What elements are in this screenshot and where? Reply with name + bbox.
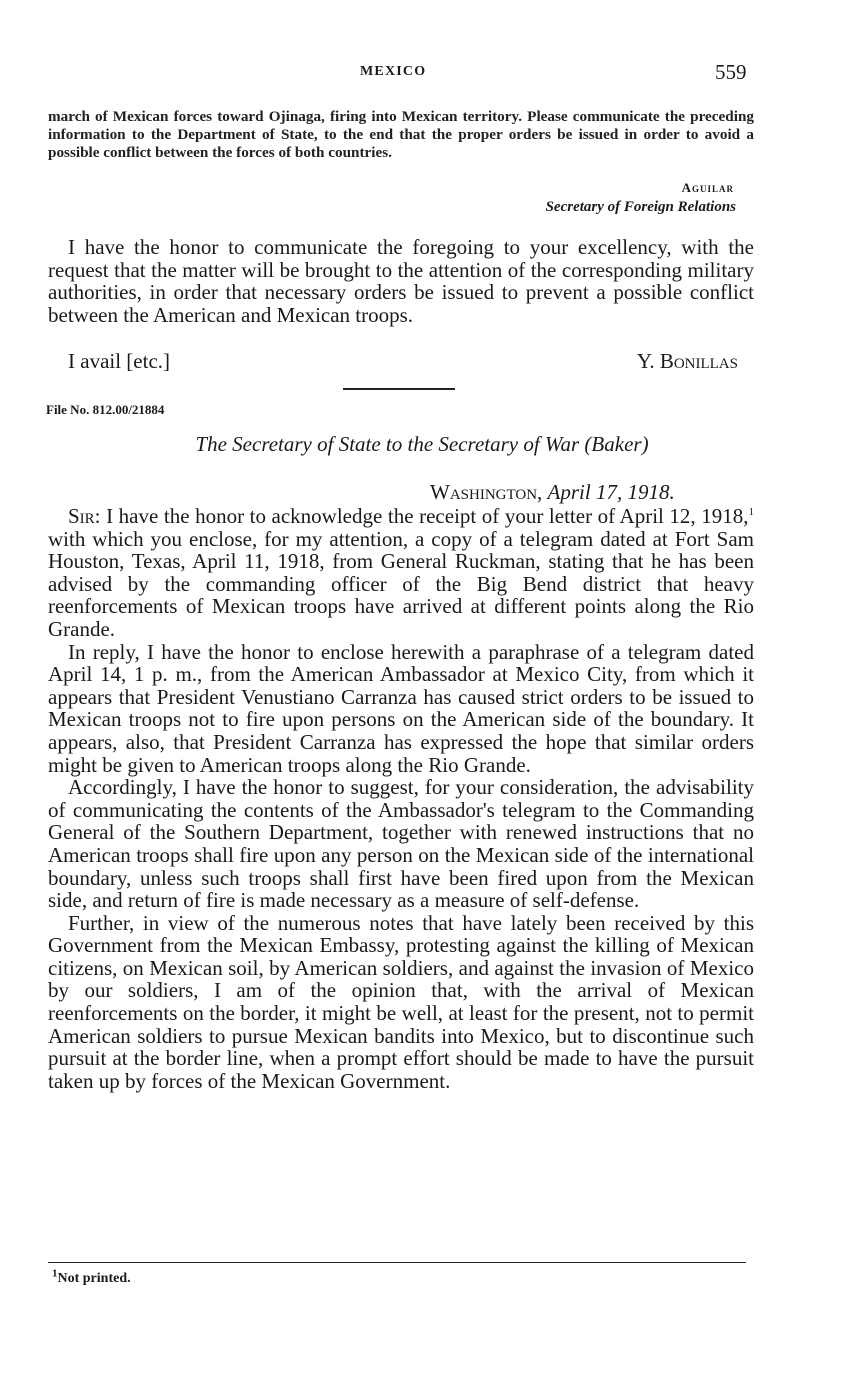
telegram-excerpt — [48, 108, 754, 163]
telegram-signer-title: Secretary of Foreign Relations — [545, 199, 736, 215]
salutation: Sir: — [68, 504, 101, 528]
telegram-text: march of Mexican forces toward Ojinaga, firing into Mexican territory. Please communicate the preceding information to the Department of State, to the end that the proper orders be issued in order to avoid a possible conflict between the forces of both countries. — [48, 108, 754, 162]
footnote-reference: 1 — [748, 506, 754, 518]
letter-paragraph-1-part-b: with which you enclose, for my attention, a copy of a telegram dated at Fort Sam Houston, Texas, April 11, 1918, from General Ruckman, stating that he has been advised by the commanding officer of the Big Bend district that heavy reenforcements of Mexican troops have arrived at different points along the Rio Grande. — [48, 526, 754, 641]
running-head-title: MEXICO — [360, 64, 427, 79]
footnote-rule — [48, 1262, 746, 1263]
letter-paragraph-2: In reply, I have the honor to enclose herewith a paraphrase of a telegram dated April 14, 1 p. m., from the American Ambassador at Mexico City, from which it appears that President Venustiano Carranza has caused strict orders to be issued to Mexican troops not to fire upon persons on the American side of the boundary. It appears, also, that President Carranza has expressed the hope that similar orders might be given to American troops along the Rio Grande. — [48, 639, 754, 777]
telegram-signer: Aguilar — [681, 180, 734, 195]
document-title-part2: ) — [641, 432, 649, 456]
letter-paragraph-1 — [48, 505, 754, 641]
closing-signer: Y. Bonillas — [636, 349, 738, 373]
cover-note-paragraph: I have the honor to communicate the foregoing to your excellency, with the request that the matter will be brought to the attention of the corresponding military authorities, in order that necessary orders be issued to prevent a possible conflict between the American and Mexican troops. — [48, 235, 754, 327]
dateline — [430, 480, 675, 505]
closing-line — [48, 349, 738, 373]
cover-note — [48, 236, 754, 326]
document-title-part1: The Secretary of State to the Secretary of War ( — [195, 432, 592, 456]
document-title — [0, 432, 844, 457]
footnote — [52, 1267, 131, 1287]
letter-paragraph-3: Accordingly, I have the honor to suggest, for your consideration, the advisability of communicating the contents of the Ambassador's telegram to the Commanding General of the Southern Department, together with renewed instructions that no American troops shall fire upon any person on the Mexican side of the international boundary, unless such troops shall first have been fired upon from the Mexican side, and return of fire is made necessary as a measure of self-defense. — [48, 775, 754, 913]
section-divider — [343, 388, 455, 390]
dateline-place: Washington, — [430, 480, 543, 504]
letter-body — [48, 505, 754, 1092]
footnote-text: Not printed. — [57, 1271, 131, 1286]
dateline-date: April 17, 1918. — [547, 480, 675, 504]
closing-avail: I avail [etc.] — [68, 349, 171, 373]
document-title-name: Baker — [591, 432, 642, 456]
letter-paragraph-4: Further, in view of the numerous notes that have lately been received by this Government from the Mexican Embassy, protesting against the killing of Mexican citizens, on Mexican soil, by American soldiers, and against the invasion of Mexico by our soldiers, I am of the opinion that, with the arrival of Mexican reenforcements on the border, it might be well, at least for the present, not to permit American soldiers to pursue Mexican bandits into Mexico, but to discontinue such pursuit at the border line, when a prompt effort should be made to have the pursuit taken up by forces of the Mexican Government. — [48, 910, 754, 1093]
running-head — [0, 60, 844, 90]
page-number: 559 — [715, 60, 747, 84]
letter-paragraph-1-part-a: I have the honor to acknowledge the receipt of your letter of April 12, 1918, — [100, 504, 749, 528]
file-number: File No. 812.00/21884 — [46, 402, 165, 417]
footnote-marker: 1 — [52, 1267, 58, 1280]
